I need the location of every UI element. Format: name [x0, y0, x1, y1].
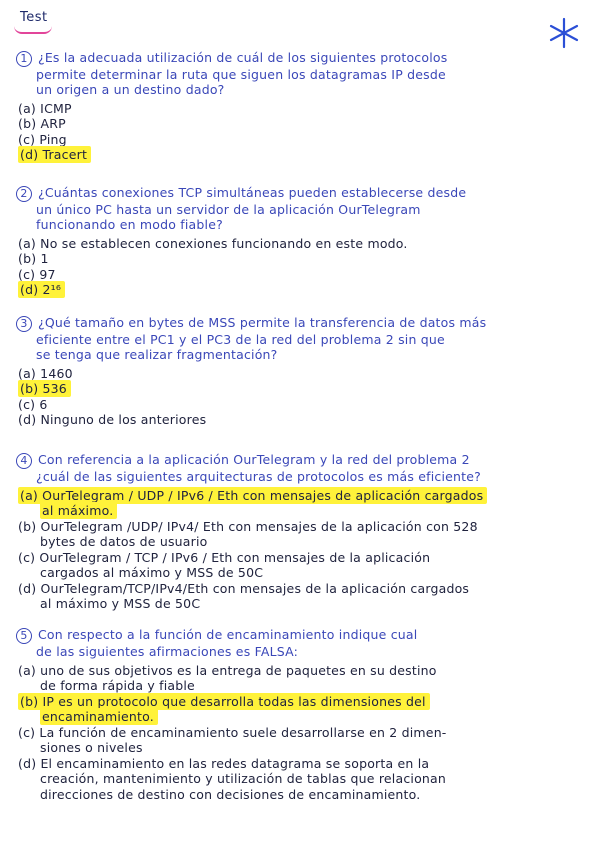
question-stem-line: de las siguientes afirmaciones es FALSA:	[36, 643, 299, 659]
page-title: Test	[20, 10, 48, 25]
option-d-continued: creación, mantenimiento y utilización de tablas que relacionan	[40, 771, 447, 786]
option-a-continued	[16, 503, 590, 519]
question-stem-line: 4 Con referencia a la aplicación OurTelegram y la red del problema 2	[16, 452, 590, 469]
answer-highlight: (d) 2¹⁶	[18, 281, 65, 298]
question-stem-line: 1 ¿Es la adecuada utilización de cuál de los siguientes protocolos	[16, 50, 590, 67]
question-number: 1	[16, 51, 32, 67]
option-list	[16, 488, 590, 612]
option-b-continued: bytes de datos de usuario	[40, 534, 208, 549]
option-a: (a) ICMP	[18, 100, 72, 116]
option-c-continued: cargados al máximo y MSS de 50C	[40, 565, 264, 580]
question-1	[16, 50, 590, 163]
question-stem-line: un origen a un destino dado?	[36, 81, 225, 97]
question-stem-line: 2 ¿Cuántas conexiones TCP simultáneas pueden establecerse desde	[16, 185, 590, 202]
question-4	[16, 452, 590, 612]
option-d: (d) El encaminamiento en las redes datagrama se soporta en la	[18, 755, 430, 771]
option-a: (a) uno de sus objetivos es la entrega de paquetes en su destino	[18, 662, 437, 678]
question-number: 3	[16, 316, 32, 332]
option-c-continued: siones o niveles	[40, 740, 143, 755]
answer-highlight: (d) Tracert	[18, 146, 91, 163]
answer-highlight: al máximo.	[40, 502, 117, 519]
option-d-continued: direcciones de destino con decisiones de encaminamiento.	[40, 786, 421, 802]
question-3	[16, 315, 590, 428]
answer-highlight: (b) IP es un protocolo que desarrolla todas las dimensiones del	[18, 693, 430, 710]
question-stem-line: eficiente entre el PC1 y el PC3 de la red del problema 2 sin que	[36, 331, 445, 347]
question-stem-line: 5 Con respecto a la función de encaminamiento indique cual	[16, 627, 590, 644]
option-d: (d) Ninguno de los anteriores	[18, 412, 207, 427]
option-b: (b) 1	[18, 251, 49, 266]
question-stem-line: permite determinar la ruta que siguen los datagramas IP desde	[36, 66, 446, 82]
option-a-selected	[16, 488, 590, 504]
question-stem-line: un único PC hasta un servidor de la aplicación OurTelegram	[36, 201, 421, 217]
option-c: (c) 97	[18, 266, 56, 282]
option-list	[16, 663, 590, 803]
option-d-selected	[16, 282, 590, 298]
question-number: 4	[16, 453, 32, 469]
answer-highlight: (b) 536	[18, 380, 71, 397]
asterisk-icon	[547, 16, 581, 50]
question-number: 2	[16, 186, 32, 202]
option-c: (c) OurTelegram / TCP / IPv6 / Eth con mensajes de la aplicación	[18, 549, 431, 565]
option-b-selected	[16, 694, 590, 710]
option-b-selected	[16, 381, 590, 397]
option-list	[16, 236, 590, 298]
option-b-continued	[16, 709, 590, 725]
option-a: (a) No se establecen conexiones funcionando en este modo.	[18, 235, 408, 251]
question-stem-line: se tenga que realizar fragmentación?	[36, 346, 278, 362]
question-stem-line: 3 ¿Qué tamaño en bytes de MSS permite la transferencia de datos más	[16, 315, 590, 332]
answer-highlight: (a) OurTelegram / UDP / IPv6 / Eth con mensajes de aplicación cargados	[18, 487, 487, 504]
question-stem-line: ¿cuál de las siguientes arquitecturas de protocolos es más eficiente?	[36, 468, 482, 484]
question-2	[16, 185, 590, 298]
answer-highlight: encaminamiento.	[40, 708, 158, 725]
question-5	[16, 627, 590, 802]
question-stem-line: funcionando en modo fiable?	[36, 216, 223, 232]
option-d-selected	[16, 147, 590, 163]
question-number: 5	[16, 628, 32, 644]
option-list	[16, 101, 590, 163]
option-a: (a) 1460	[18, 365, 73, 381]
option-b: (b) OurTelegram /UDP/ IPv4/ Eth con mensajes de la aplicación con 528	[18, 518, 478, 534]
option-b: (b) ARP	[18, 116, 66, 131]
option-c: (c) La función de encaminamiento suele desarrollarse en 2 dimen-	[18, 724, 447, 740]
option-c: (c) Ping	[18, 131, 67, 147]
option-list	[16, 366, 590, 428]
option-d: (d) OurTelegram/TCP/IPv4/Eth con mensajes de la aplicación cargados	[18, 580, 470, 596]
option-a-continued: de forma rápida y fiable	[40, 678, 195, 693]
option-c: (c) 6	[18, 396, 48, 412]
option-d-continued: al máximo y MSS de 50C	[40, 596, 201, 611]
title-underline	[14, 26, 52, 34]
